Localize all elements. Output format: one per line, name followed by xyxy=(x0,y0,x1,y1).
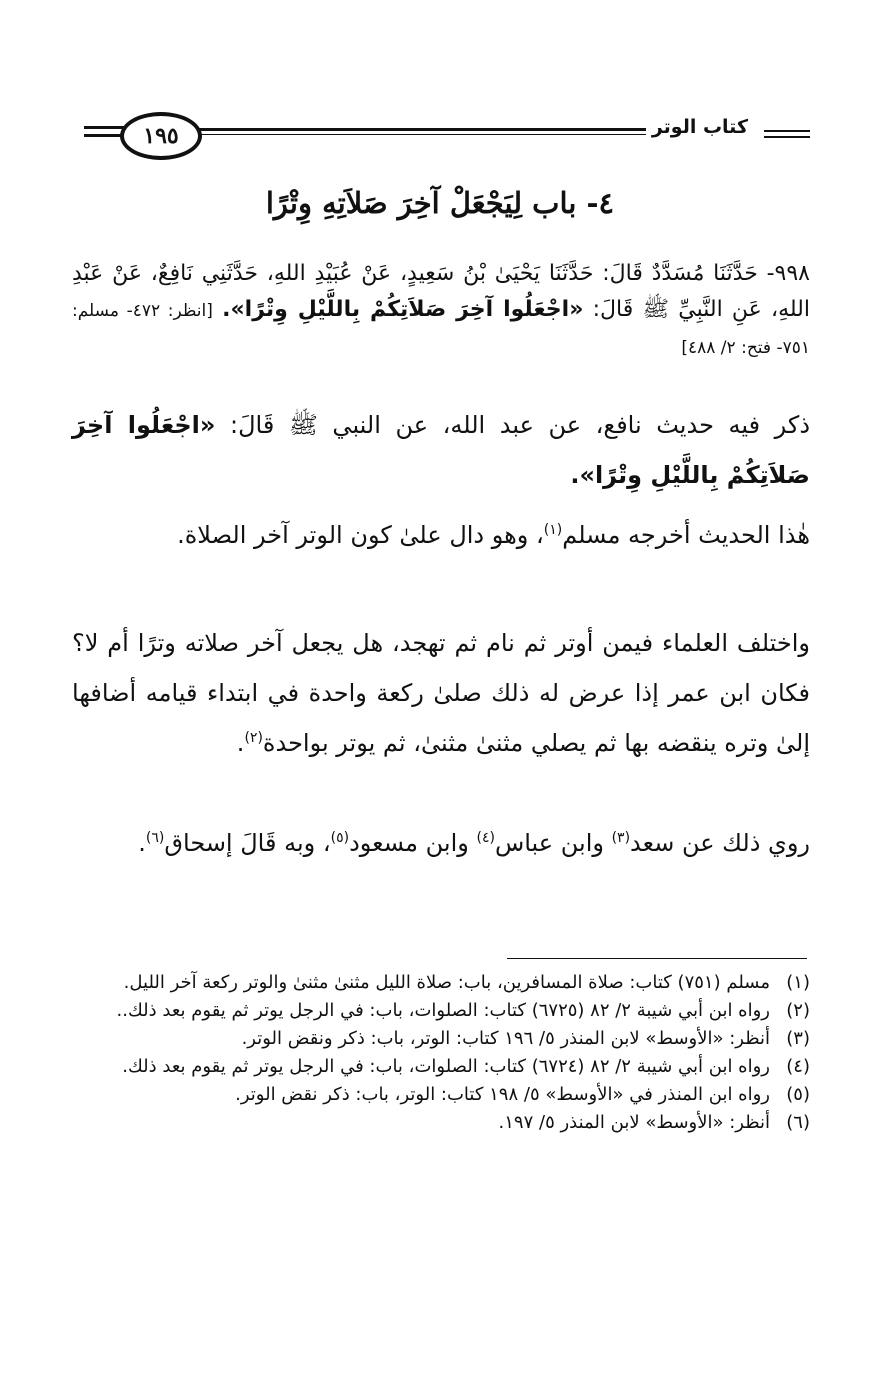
footnote-item xyxy=(72,1054,810,1080)
header-rule xyxy=(764,130,810,132)
footnote-text: رواه ابن المنذر في «الأوسط» ٥/ ١٩٨ كتاب: الوتر، باب: ذكر نقض الوتر. xyxy=(235,1084,770,1105)
page-number: ١٩٥ xyxy=(120,112,202,160)
footnote-text: رواه ابن أبي شيبة ٢/ ٨٢ (٦٧٢٤) كتاب: الصلوات، باب: في الرجل يوتر ثم يقوم بعد ذلك. xyxy=(122,1056,770,1077)
hadith-reference: [انظر: ٤٧٢- مسلم: ٧٥١- فتح: ٢/ ٤٨٨] xyxy=(72,301,810,358)
footnote-item xyxy=(72,1026,810,1052)
footnote-ref[interactable]: (١) xyxy=(543,522,563,538)
footnote-ref[interactable]: (٤) xyxy=(476,830,495,846)
header-rule xyxy=(84,126,124,129)
footnote-text: أنظر: «الأوسط» لابن المنذر ٥/ ١٩٦ كتاب: الوتر، باب: ذكر ونقض الوتر. xyxy=(241,1028,770,1049)
commentary-text: وابن عباس xyxy=(494,829,612,857)
commentary-text: ذكر فيه حديث نافع، عن عبد الله، عن النبي ﷺ قَالَ: xyxy=(215,411,811,439)
footnote-item xyxy=(72,1110,810,1136)
footnote-number: (٥) xyxy=(786,1084,810,1105)
header-rule xyxy=(84,134,124,137)
commentary-quote: «اجْعَلُوا آخِرَ صَلاَتِكُمْ بِاللَّيْلِ وِتْرًا». xyxy=(72,411,810,489)
footnote-text: رواه ابن أبي شيبة ٢/ ٨٢ (٦٧٢٥) كتاب: الصلوات، باب: في الرجل يوتر ثم يقوم بعد ذلك.. xyxy=(116,1000,770,1021)
footnote-number: (٣) xyxy=(786,1028,810,1049)
commentary-text: ، وهو دال علىٰ كون الوتر آخر الصلاة. xyxy=(177,521,544,549)
footnote-ref[interactable]: (٣) xyxy=(611,830,631,846)
page-header xyxy=(80,112,810,162)
hadith-text xyxy=(72,256,810,366)
commentary-paragraph xyxy=(72,618,810,768)
commentary-text: وابن مسعود xyxy=(349,829,477,857)
commentary-paragraph xyxy=(72,818,810,868)
footnote-number: (٤) xyxy=(786,1056,810,1077)
hadith-number: ٩٩٨- xyxy=(766,261,810,286)
footnote-ref[interactable]: (٦) xyxy=(145,830,165,846)
chapter-heading: ٤- باب لِيَجْعَلْ آخِرَ صَلاَتِهِ وِتْرًا xyxy=(265,186,615,220)
commentary-text: هٰذا الحديث أخرجه مسلم xyxy=(562,521,810,549)
footnote-text: مسلم (٧٥١) كتاب: صلاة المسافرين، باب: صلاة الليل مثنىٰ مثنىٰ والوتر ركعة آخر الليل. xyxy=(123,972,770,993)
footnote-ref[interactable]: (٢) xyxy=(244,730,263,746)
hadith-quote: «اجْعَلُوا آخِرَ صَلاَتِكُمْ بِاللَّيْلِ وِتْرًا». xyxy=(222,297,584,322)
header-rule xyxy=(190,128,690,131)
hadith-chain: حَدَّثَنَا مُسَدَّدٌ قَالَ: حَدَّثَنَا يَحْيَىٰ بْنُ سَعِيدٍ، عَنْ عُبَيْدِ اللهِ، حَدَّثَنِي نَافِعٌ، عَنْ عَبْدِ اللهِ، عَنِ النَّبِيِّ ﷺ قَالَ: xyxy=(72,261,810,322)
footnote-item xyxy=(72,1082,810,1108)
footnote-item xyxy=(72,970,810,996)
footnote-number: (٢) xyxy=(786,1000,810,1021)
footnote-ref[interactable]: (٥) xyxy=(330,830,350,846)
commentary-text: ، وبه قَالَ إسحاق xyxy=(164,829,331,857)
footnote-number: (١) xyxy=(786,972,810,993)
commentary-text: . xyxy=(138,829,146,857)
footnote-number: (٦) xyxy=(786,1112,810,1133)
header-rule xyxy=(764,136,810,138)
commentary-paragraph xyxy=(72,510,810,560)
running-title: كتاب الوتر xyxy=(646,116,754,138)
commentary-text: . xyxy=(236,729,245,757)
header-rule xyxy=(190,134,690,135)
commentary-text: واختلف العلماء فيمن أوتر ثم نام ثم تهجد، هل يجعل آخر صلاته وترًا أم لا؟ فكان ابن عمر إذا عرض له ذلك صلىٰ ركعة واحدة في ابتداء قيامه أضافها إلىٰ وتره ينقضه بها ثم يصلي مثنىٰ مثنىٰ، ثم يوتر بواحدة xyxy=(72,629,810,757)
footnote-divider xyxy=(507,958,807,959)
footnotes xyxy=(72,970,810,1138)
commentary-paragraph xyxy=(72,400,810,500)
footnote-item xyxy=(72,998,810,1024)
footnote-text: أنظر: «الأوسط» لابن المنذر ٥/ ١٩٧. xyxy=(498,1112,770,1133)
commentary-text: روي ذلك عن سعد xyxy=(630,829,810,857)
